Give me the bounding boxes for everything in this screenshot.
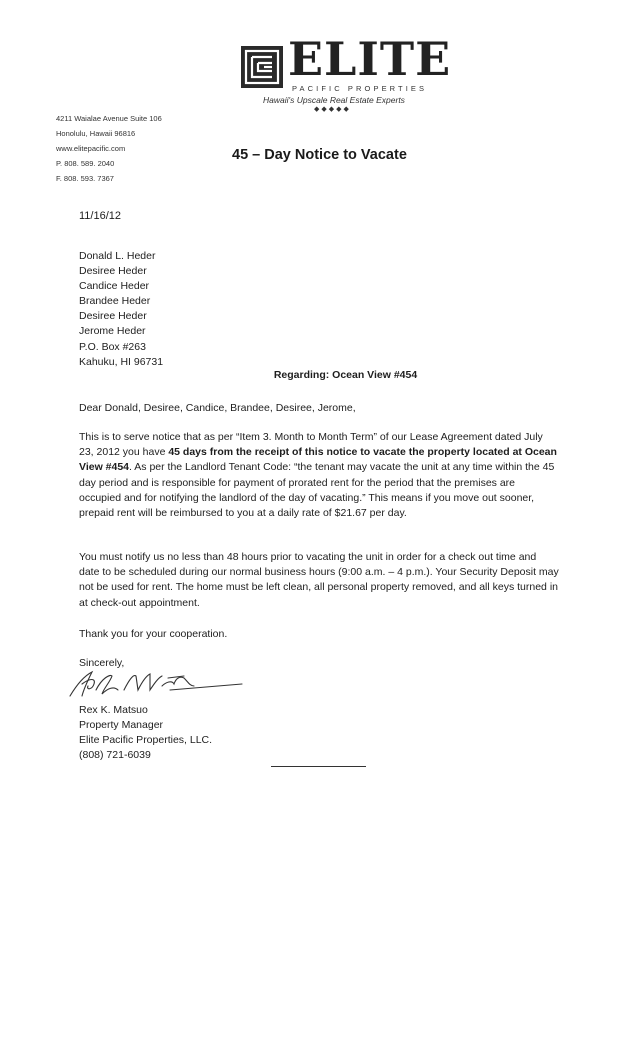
body-paragraph-2: You must notify us no less than 48 hours prior to vacating the unit in order for a check out time and date to be scheduled during our normal business hours (9:00 a.m. – 4 p.m.). Your Security Deposit may not be used for rent. The home must be left clean, all personal property removed, and all keys turned in at check-out appointment. [79, 551, 559, 609]
brand-subtitle: PACIFIC PROPERTIES [292, 84, 428, 93]
contact-block [56, 111, 162, 186]
brand-name: ELITE [288, 32, 452, 86]
paragraph-1-text-continued: . As per the Landlord Tenant Code: “the tenant may vacate the unit at any time within the 45 day period and is responsible for payment of prorated rent for the period that the premises are occupied and for notifying the landlord of the day of vacating.” This means if you move out sooner, prepaid rent will be reimbursed to you at a daily rate of $21.67 per day. [79, 461, 555, 520]
regarding-line [0, 369, 639, 381]
contact-phone: P. 808. 589. 2040 [56, 159, 115, 168]
signer-phone: (808) 721-6039 [79, 749, 151, 762]
recipient-line: Desiree Heder [79, 310, 147, 323]
regarding-text: Regarding: Ocean View #454 [273, 369, 418, 381]
contact-fax: F. 808. 593. 7367 [56, 174, 114, 183]
recipient-line: Kahuku, HI 96731 [79, 355, 164, 368]
signer-block [79, 703, 212, 763]
paragraph-1-emphasis: 45 days from the receipt of this notice to vacate the property located at Ocean View #454 [79, 446, 557, 474]
recipient-line: P.O. Box #263 [79, 340, 146, 353]
closing-line: Sincerely, [79, 657, 125, 669]
paragraph-1-text: This is to serve notice that as per “Item 3. Month to Month Term” of our Lease Agreement dated July 23, 2012 you have [79, 431, 543, 459]
recipient-line: Jerome Heder [79, 325, 146, 338]
brand-tagline: Hawaii's Upscale Real Estate Experts [263, 95, 405, 105]
signer-role: Property Manager [79, 719, 164, 732]
recipient-line: Donald L. Heder [79, 250, 156, 262]
notice-title: 45 – Day Notice to Vacate [232, 147, 407, 163]
handwritten-signature [66, 664, 246, 704]
salutation: Dear Donald, Desiree, Candice, Brandee, Desiree, Jerome, [79, 402, 356, 414]
recipient-block [79, 249, 163, 370]
signer-company: Elite Pacific Properties, LLC. [79, 734, 213, 747]
footer-divider [271, 766, 366, 767]
contact-address-line2: Honolulu, Hawaii 96816 [56, 129, 136, 138]
body-paragraph-1 [79, 430, 559, 521]
recipient-line: Candice Heder [79, 280, 150, 293]
thanks-line: Thank you for your cooperation. [79, 628, 228, 640]
contact-address-line1: 4211 Waialae Avenue Suite 106 [56, 114, 162, 123]
contact-website: www.elitepacific.com [56, 144, 126, 153]
recipient-line: Desiree Heder [79, 265, 147, 278]
signer-name: Rex K. Matsuo [79, 704, 148, 716]
letter-date: 11/16/12 [79, 210, 122, 222]
recipient-line: Brandee Heder [79, 295, 151, 308]
brand-ornament: ◆◆◆◆◆ [314, 106, 351, 113]
elite-logo-icon [240, 45, 284, 89]
